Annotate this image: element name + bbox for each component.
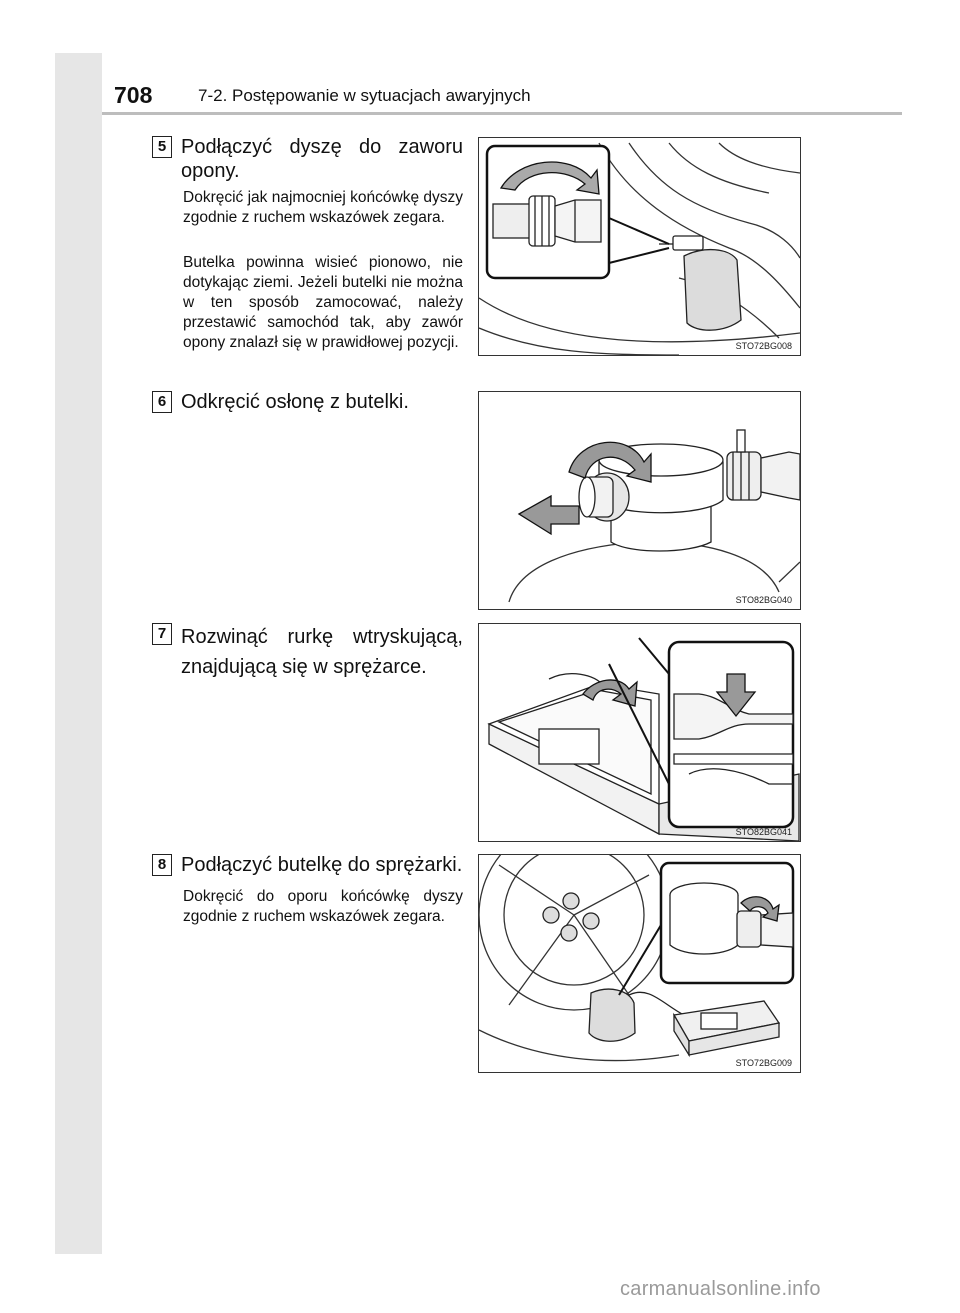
step-number-6: 6 xyxy=(152,391,172,413)
figure-code-8: STO72BG009 xyxy=(735,1058,792,1068)
step-number-5: 5 xyxy=(152,136,172,158)
figure-code-6: STO82BG040 xyxy=(735,595,792,605)
bottle-compressor-illustration xyxy=(479,855,800,1072)
bottle-cap-illustration xyxy=(479,392,800,609)
step-6-title: Odkręcić osłonę z butelki. xyxy=(181,391,409,413)
step-5-note-2: Butelka powinna wisieć pionowo, nie dotykając ziemi. Jeżeli butelki nie można w ten sposób zamocować, należy przestawić samochód tak, aby zawór opony znalazł się w prawidłowej pozycji. xyxy=(183,254,463,351)
step-5-note-1: Dokręcić jak najmocniej końcówkę dyszy zgodnie z ruchem wskazówek zegara. xyxy=(183,189,463,226)
page-number: 708 xyxy=(114,82,153,108)
nozzle-valve-illustration xyxy=(479,138,800,355)
step-7-title: Rozwinąć rurkę wtryskującą, znajdującą się w sprężarce. xyxy=(181,626,463,678)
step-number-8: 8 xyxy=(152,854,172,876)
step-8-note-1: Dokręcić do oporu końcówkę dyszy zgodnie z ruchem wskazówek zegara. xyxy=(183,888,463,925)
figure-unscrew-cap xyxy=(478,391,801,610)
step-5-title: Podłączyć dyszę do zaworu opony. xyxy=(181,136,463,182)
section-title: 7-2. Postępowanie w sytuacjach awaryjnych xyxy=(198,86,531,105)
header-rule xyxy=(102,112,902,115)
compressor-hose-illustration xyxy=(479,624,800,841)
side-band xyxy=(55,53,102,1254)
figure-code-7: STO82BG041 xyxy=(735,827,792,837)
watermark: carmanualsonline.info xyxy=(620,1278,821,1300)
step-8-title: Podłączyć butelkę do sprężarki. xyxy=(181,854,463,876)
figure-code-5: STO72BG008 xyxy=(735,341,792,351)
figure-connect-bottle xyxy=(478,854,801,1073)
page-header xyxy=(102,70,902,114)
figure-unroll-hose xyxy=(478,623,801,842)
figure-connect-nozzle xyxy=(478,137,801,356)
step-number-7: 7 xyxy=(152,623,172,645)
